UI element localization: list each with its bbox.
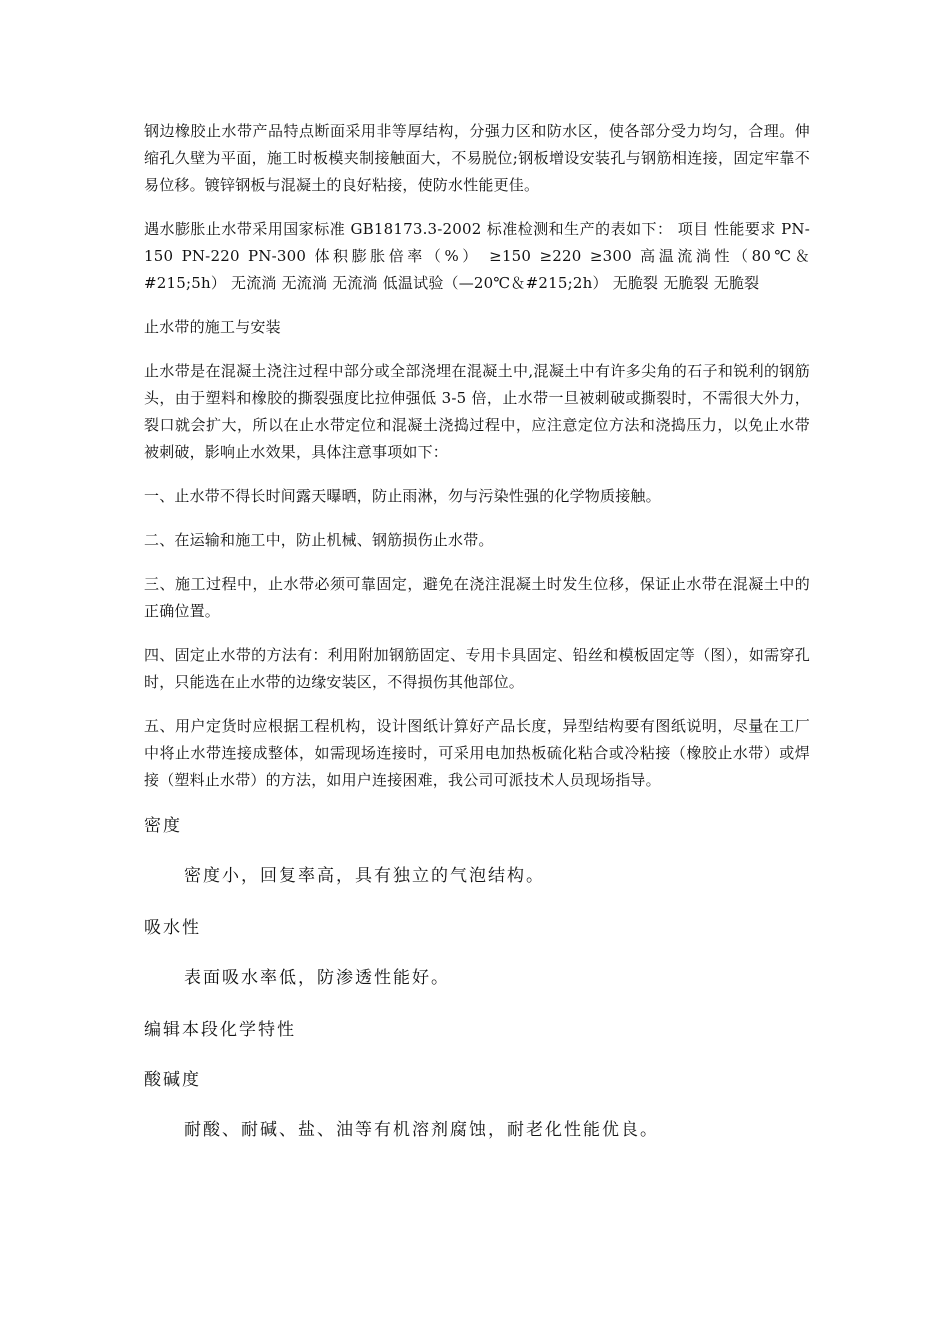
section-title-water-absorption: 吸水性: [144, 918, 201, 938]
paragraph-note-2: 二、在运输和施工中，防止机械、钢筋损伤止水带。: [144, 531, 494, 549]
paragraph-note-3: 三、施工过程中，止水带必须可靠固定，避免在浇注混凝土时发生位移，保证止水带在混凝土中的正确位置。: [144, 575, 810, 620]
paragraph-note-4: 四、固定止水带的方法有：利用附加钢筋固定、专用卡具固定、铅丝和模板固定等（图），如需穿孔时，只能选在止水带的边缘安装区，不得损伤其他部位。: [144, 646, 810, 691]
paragraph-swelling-waterstop-standard: 遇水膨胀止水带采用国家标准 GB18173.3-2002 标准检测和生产的表如下： 项目 性能要求 PN-150 PN-220 PN-300 体积膨胀倍率（%） ≥150 ≥220 ≥300 高温流淌性（80℃＆#215;5h） 无流淌 无流淌 无流淌 低温试验（—20℃＆#215;2h） 无脆裂 无脆裂 无脆裂: [144, 220, 810, 292]
paragraph-note-5: 五、用户定货时应根据工程机构，设计图纸计算好产品长度，异型结构要有图纸说明，尽量在工厂中将止水带连接成整体，如需现场连接时，可采用电加热板硫化粘合或冷粘接（橡胶止水带）或焊接（塑料止水带）的方法，如用户连接困难，我公司可派技术人员现场指导。: [144, 717, 810, 789]
section-title-chemical-properties: 编辑本段化学特性: [144, 1020, 296, 1040]
section-title-density: 密度: [144, 816, 182, 836]
document-page: [144, 118, 810, 1143]
section-body-acidity: 耐酸、耐碱、盐、油等有机溶剂腐蚀，耐老化性能优良。: [184, 1120, 659, 1140]
section-title-acidity: 酸碱度: [144, 1070, 201, 1090]
section-body-density: 密度小，回复率高，具有独立的气泡结构。: [184, 866, 545, 886]
paragraph-steel-edge-waterstop: 钢边橡胶止水带产品特点断面采用非等厚结构，分强力区和防水区，使各部分受力均匀，合理。伸缩孔久壁为平面，施工时板模夹制接触面大，不易脱位;钢板增设安装孔与钢筋相连接，固定牢靠不易位移。镀锌钢板与混凝土的良好粘接，使防水性能更佳。: [144, 122, 810, 194]
section-density: [144, 813, 810, 889]
section-water-absorption: [144, 915, 810, 991]
paragraph-installation-intro: 止水带是在混凝土浇注过程中部分或全部浇埋在混凝土中,混凝土中有许多尖角的石子和锐利的钢筋头，由于塑料和橡胶的撕裂强度比拉伸强低 3-5 倍，止水带一旦被刺破或撕裂时，不需很大外力，裂口就会扩大，所以在止水带定位和混凝土浇捣过程中，应注意定位方法和浇捣压力，以免止水带被刺破，影响止水效果，具体注意事项如下：: [144, 362, 810, 461]
paragraph-installation-heading: 止水带的施工与安装: [144, 318, 281, 336]
paragraph-note-1: 一、止水带不得长时间露天曝晒，防止雨淋，勿与污染性强的化学物质接触。: [144, 487, 661, 505]
section-body-water-absorption: 表面吸水率低，防渗透性能好。: [184, 968, 450, 988]
section-chemical-properties: [144, 1017, 810, 1043]
section-acidity: [144, 1067, 810, 1143]
